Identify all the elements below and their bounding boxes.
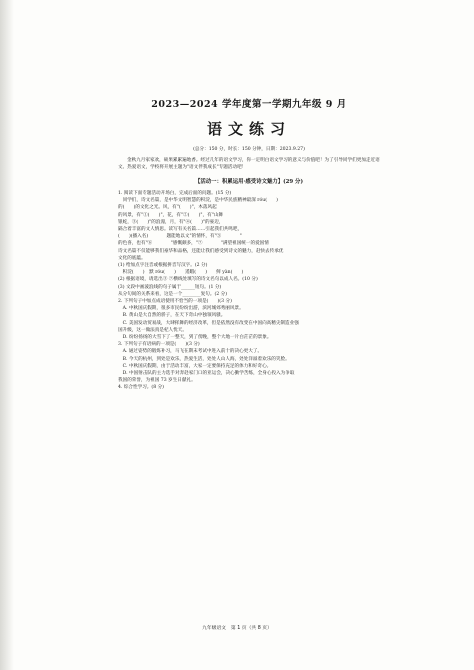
text-line: (3) 文段中画波浪线的句子属于______短句。(1 分) <box>118 284 222 290</box>
text-line: ( )(播入名) 题能地以文"的情怀，有"⑤ " <box>118 234 242 240</box>
text-line: 的色喜，也有"⑥ "感慨颇多，"⑦ "满望祖国统一的爱国情 <box>118 241 269 247</box>
exam-meta: (总分：150 分，时长：150 分钟，日期：2023.9.27) <box>193 147 305 152</box>
text-line: B. 黄山是大自然的骄子，在天下奇山中独领风骚。 <box>118 313 226 319</box>
text-line: 银蛇，③( )"的浪漫，月，有"④( )"的豪迈， <box>118 219 224 225</box>
page-content <box>118 96 380 392</box>
exam-title: 2023—2024 学年度第一学期九年级 9 月 <box>151 99 347 110</box>
text-line: 我国的荣誉，为祖国 73 岁生日献礼。 <box>118 378 196 384</box>
text-line: 隔合着丰富的文人情思。读写有关名篇……引起我们共鸣吧， <box>118 227 243 233</box>
text-line: D. 纷纷扬扬的大雪下了一整天，到了傍晚，整个大地一片白茫茫的景象。 <box>118 335 272 341</box>
text-line: (1) 给加点字注音或根据拼音写汉字。(2 分) <box>118 263 208 269</box>
text-line: 文化的底蕴。 <box>118 255 146 261</box>
text-line: D. 中国射击队的主力选手对奔赴家门口的亚运会，决心勤学苦练，全身心投入为争取 <box>118 371 295 377</box>
text-line: 1. 阅读下面专题活动开场白，完成后面的问题。(15 分) <box>118 191 232 196</box>
subject-title: 语文练习 <box>206 120 291 138</box>
section-1-title: 【活动一：积累运用·感受诗文魅力】(29 分) <box>195 179 303 185</box>
scan-shadow <box>0 0 14 670</box>
text-line: B. 今天的杭州，到处是欢乐，热爱生活，处处人山人海，处处洋溢着欢乐的笑脸。 <box>118 356 290 362</box>
text-line: 国升级，这一做法真是杞人忧天。 <box>118 327 187 333</box>
text-line: 从分句间的关系来看，这是一个________复句。(2 分) <box>118 291 228 297</box>
question-body <box>118 190 380 392</box>
text-line: (2) 根据语境，请选出③ ⑦横线处填写的诗文名句以成人名。(10 分) <box>118 277 258 283</box>
text-line: A. 通过姿势的锻炼补习，马飞在期末考试中进入前十的决心更大了。 <box>118 349 263 355</box>
text-line: C. 美国发动贸易战，大肆挥舞的经济改革，但是依然没有改变在中国向高精尖制造业强 <box>118 320 299 326</box>
text-line: 同学们，诗文名篇，是中华文明智慧的积淀，是中华民族精神最深 róu( ) <box>118 198 278 204</box>
intro-paragraph: 金秋九月家家欢，硕果累累遍地香。经过几年的语文学习，你一定明白语文学习的意义与价值吧！为了引导同学们更加走近语文、热爱语文，学校将开展主题为"语文伴我成长"专题活动吧！ <box>118 158 380 170</box>
page-footer: 九年级语文 第 1 页（共 8 页） <box>202 626 272 631</box>
text-line: 的风景，有"①( )"，花，有"②( )"，有"山舞 <box>118 212 224 218</box>
text-line: 2. 下列句子中加点成语使用不恰当的一项是( )(3 分) <box>118 299 232 305</box>
text-line: 积淀( ) 默 róu( ) 遥暇( ) 鲜 yàn( ) <box>118 270 244 276</box>
text-line: A. 中秋国庆假期，很多市民纷纷出游，滨河城郊秀丽风景。 <box>118 306 244 312</box>
text-line: C. 中秋国庆假期，由于活动丰富，大家一定要保持充足的体力和好奇心。 <box>118 363 272 369</box>
text-line: 4. 综合性学习。(8 分) <box>118 385 164 391</box>
text-line: 的( )的文化之光。风，有"( )"，木落风起 <box>118 205 217 211</box>
text-line: 诗文名篇不仅能够我们豪华和品格，还能让我们感受到诗文的魅力，赶快去传承优 <box>118 248 284 254</box>
text-line: 3. 下列句子有语病的一项是( )(3 分) <box>118 342 200 348</box>
